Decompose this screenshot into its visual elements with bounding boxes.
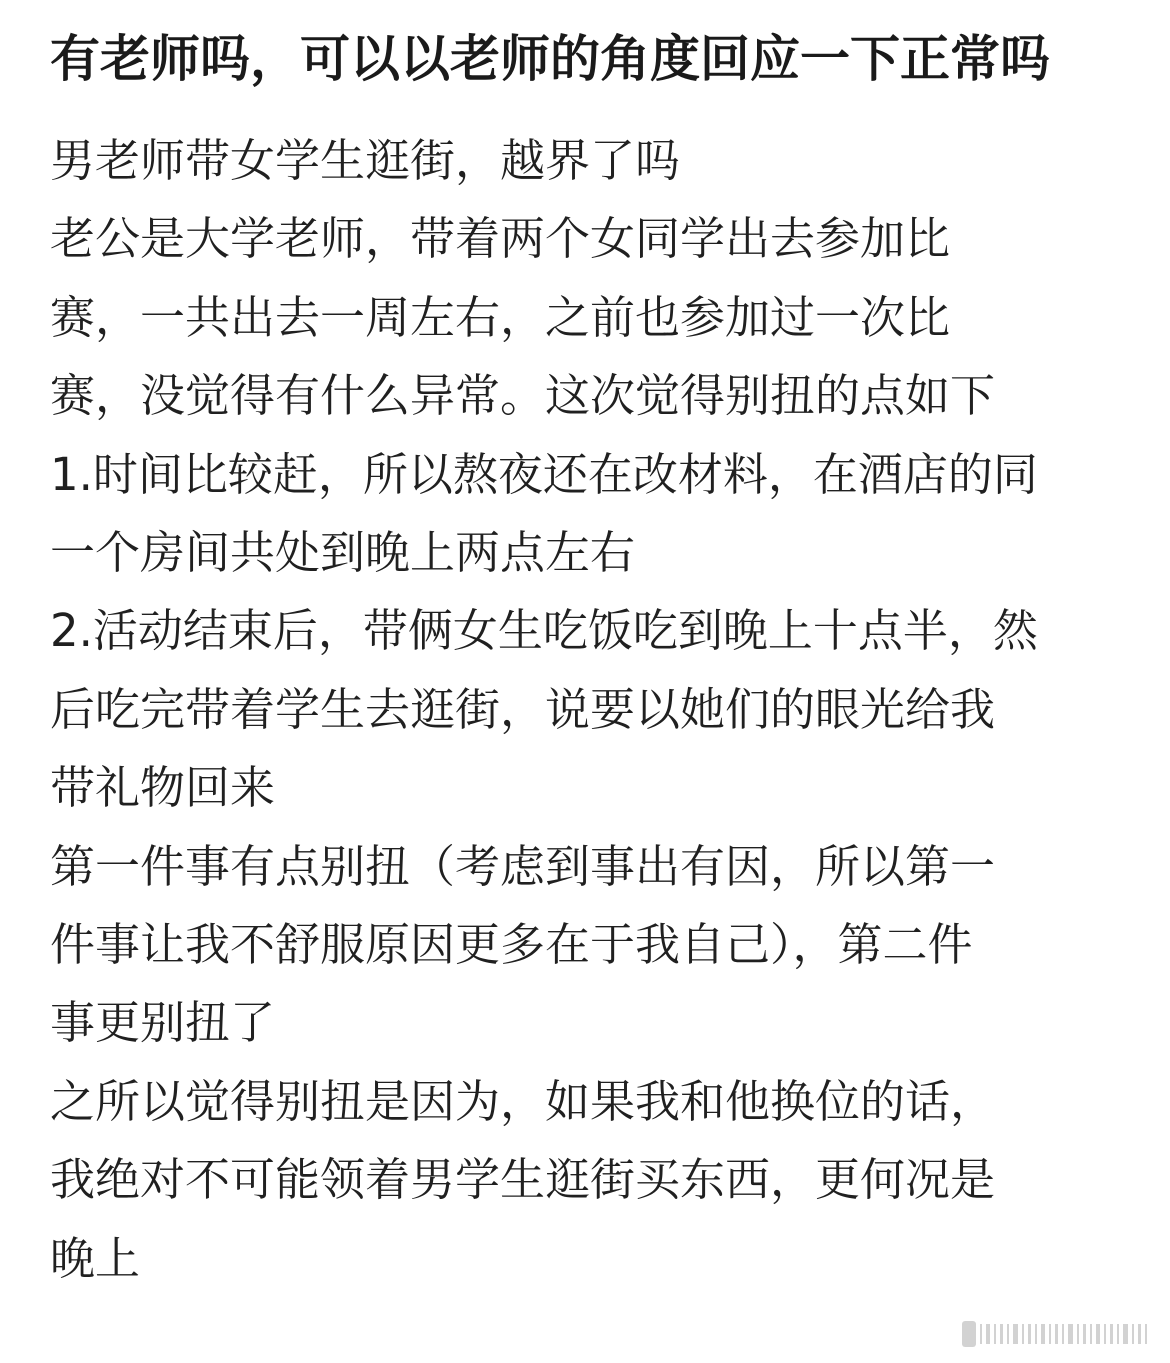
post-body: [50, 122, 1130, 1298]
post-body-line: 一个房间共处到晚上两点左右: [50, 526, 636, 580]
post-body-line: 赛，一共出去一周左右，之前也参加过一次比: [50, 290, 951, 344]
post-body-line: 男老师带女学生逛街，越界了吗: [50, 134, 681, 187]
post-body-line: 后吃完带着学生去逛街，说要以她们的眼光给我: [50, 682, 996, 736]
post-body-line: 晚上: [50, 1231, 141, 1285]
post-body-line: 之所以觉得别扭是因为，如果我和他换位的话，: [50, 1074, 996, 1128]
post-body-line: 第一件事有点别扭（考虑到事出有因，所以第一: [50, 839, 996, 893]
post-body-line: 老公是大学老师，带着两个女同学出去参加比: [50, 212, 951, 266]
post-body-line: 赛，没觉得有什么异常。这次觉得别扭的点如下: [50, 369, 996, 423]
barcode-watermark-icon: [962, 1317, 1154, 1351]
post-body-line: 1.时间比较赶，所以熬夜还在改材料，在酒店的同: [50, 447, 1038, 501]
post-body-line: 我绝对不可能领着男学生逛街买东西，更何况是: [50, 1153, 996, 1207]
post-body-line: 2.活动结束后，带俩女生吃饭吃到晚上十点半，然: [50, 604, 1038, 658]
post-title: 有老师吗，可以以老师的角度回应一下正常吗: [50, 30, 1050, 88]
post-body-line: 事更别扭了: [50, 996, 276, 1050]
post-body-line: 件事让我不舒服原因更多在于我自己），第二件: [50, 918, 973, 972]
post-body-line: 带礼物回来: [50, 761, 276, 815]
